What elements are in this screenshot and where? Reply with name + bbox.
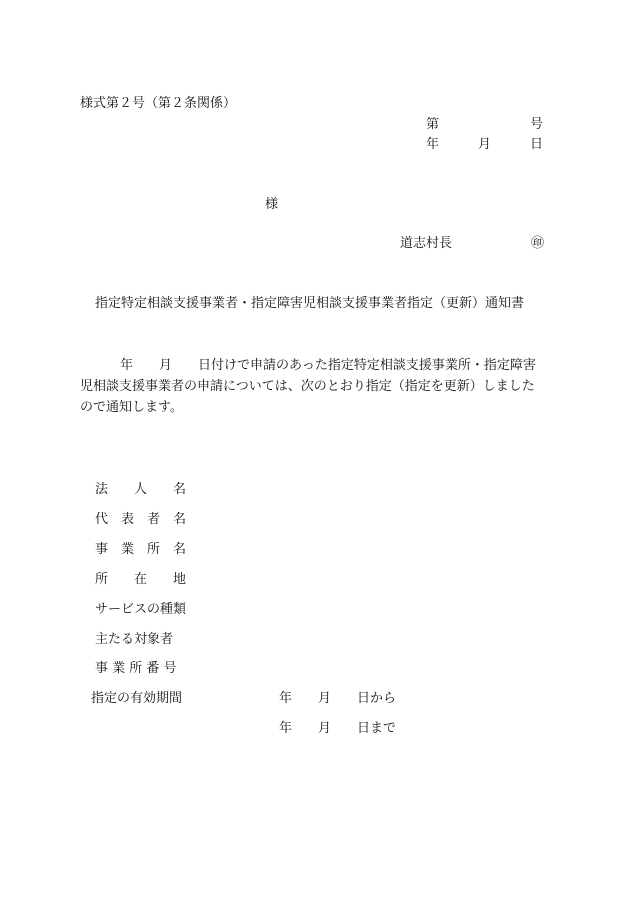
document-title: 指定特定相談支援事業者・指定障害児相談支援事業者指定（更新）通知書	[95, 296, 525, 311]
validity-from: 年 月 日から	[279, 691, 397, 706]
body-line-1: 年 月 日付けで申請のあった指定特定相談支援事業所・指定障害	[120, 358, 536, 373]
form-label: 様式第２号（第２条関係）	[80, 96, 237, 111]
issuer-title: 道志村長	[400, 236, 453, 251]
field-label-office-name: 事 業 所 名	[95, 542, 187, 557]
document-number-line: 第 号	[426, 117, 544, 132]
document-date-line: 年 月 日	[426, 137, 544, 152]
field-label-representative: 代 表 者 名	[95, 512, 187, 527]
body-line-3: ので通知します。	[80, 400, 183, 415]
body-paragraph	[80, 355, 550, 418]
addressee-honorific: 様	[265, 197, 279, 212]
field-label-service-type: サービスの種類	[95, 602, 187, 617]
seal-icon: ㊞	[531, 236, 545, 251]
field-label-office-number: 事 業 所 番 号	[95, 661, 177, 676]
body-line-2: 児相談支援事業者の申請については、次のとおり指定（指定を更新）しました	[80, 379, 535, 394]
field-label-target: 主たる対象者	[95, 632, 174, 647]
validity-to: 年 月 日まで	[279, 721, 397, 736]
field-label-validity: 指定の有効期間	[91, 691, 183, 706]
field-label-location: 所 在 地	[95, 572, 187, 587]
field-label-corporation: 法 人 名	[95, 482, 187, 497]
